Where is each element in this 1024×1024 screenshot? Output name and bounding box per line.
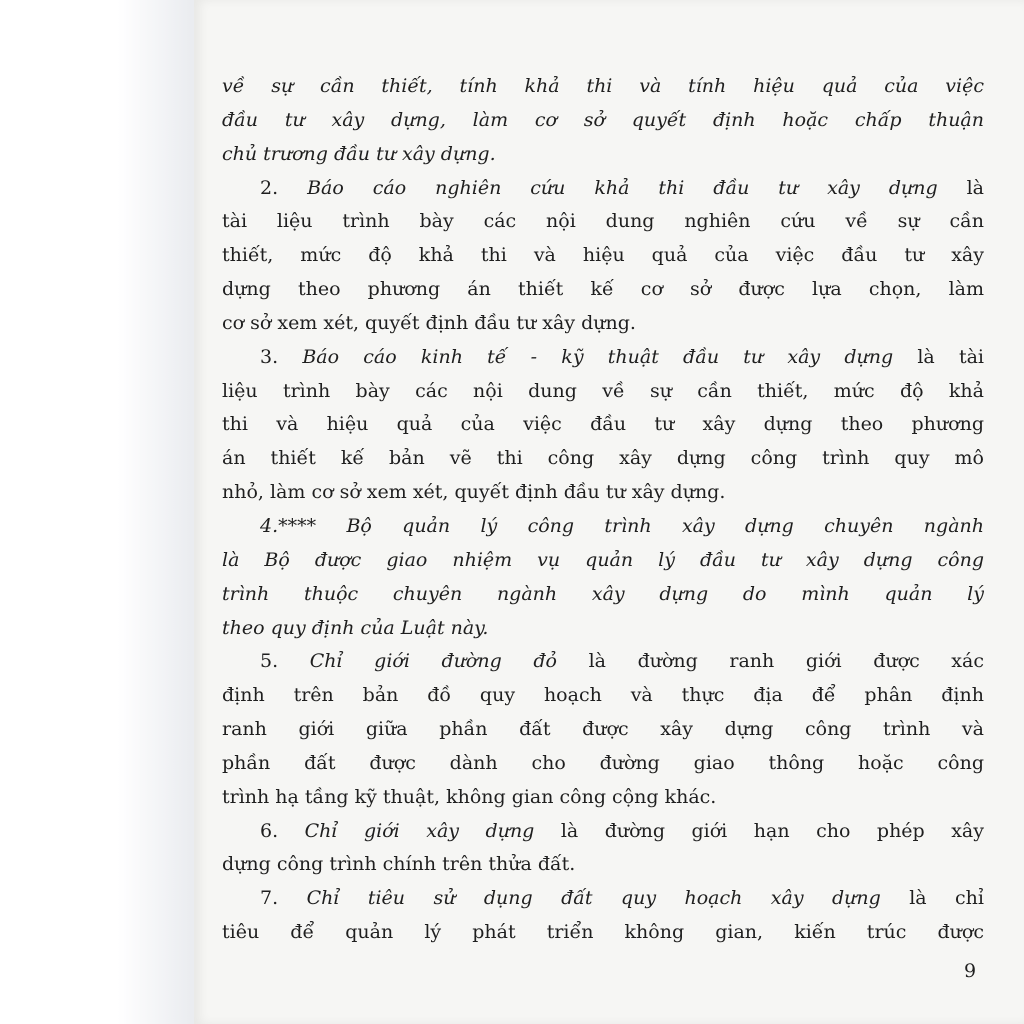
regular-text: là đường ranh giới được xác [556, 650, 984, 673]
regular-text: là [937, 176, 984, 199]
italic-text: Chỉ giới xây dựng [304, 819, 535, 842]
regular-text: dựng theo phương án thiết kế cơ sở được lựa chọn, làm [222, 278, 984, 301]
regular-text: là tài [893, 345, 984, 368]
text-line [222, 848, 984, 882]
italic-text: Báo cáo kinh tế - kỹ thuật đầu tư xây dựng [302, 345, 894, 368]
text-line [222, 476, 984, 510]
text-line [222, 679, 984, 713]
text-line [222, 916, 984, 950]
text-line [222, 510, 984, 544]
body-text [222, 70, 984, 950]
italic-text: đầu tư xây dựng, làm cơ sở quyết định hoặc chấp thuận [222, 108, 984, 131]
regular-text: định trên bản đồ quy hoạch và thực địa để phân định [222, 684, 984, 707]
book-page [194, 0, 1024, 1024]
italic-text: là Bộ được giao nhiệm vụ quản lý đầu tư xây dựng công [222, 548, 984, 571]
italic-text: 4.**** Bộ quản lý công trình xây dựng chuyên ngành [260, 514, 984, 537]
regular-text: ranh giới giữa phần đất được xây dựng công trình và [222, 718, 984, 741]
italic-text: Báo cáo nghiên cứu khả thi đầu tư xây dựng [307, 176, 938, 199]
regular-text: tài liệu trình bày các nội dung nghiên cứu về sự cần [222, 210, 984, 233]
page-gutter [0, 0, 196, 1024]
regular-text: liệu trình bày các nội dung về sự cần thiết, mức độ khả [222, 379, 984, 402]
regular-text: trình hạ tầng kỹ thuật, không gian công cộng khác. [222, 785, 717, 808]
italic-text: theo quy định của Luật này. [222, 616, 489, 639]
text-line [222, 408, 984, 442]
text-line [222, 273, 984, 307]
regular-text: là đường giới hạn cho phép xây [534, 819, 984, 842]
italic-text: về sự cần thiết, tính khả thi và tính hiệu quả của việc [222, 75, 984, 97]
regular-text: 7. [260, 887, 307, 910]
italic-text: chủ trương đầu tư xây dựng. [222, 142, 496, 165]
text-line [222, 645, 984, 679]
regular-text: tiêu để quản lý phát triển không gian, kiến trúc được [222, 921, 984, 944]
text-line [222, 578, 984, 612]
text-line [222, 172, 984, 206]
regular-text: 3. [260, 345, 303, 368]
text-line [222, 341, 984, 375]
text-line [222, 882, 984, 916]
text-line [222, 70, 984, 104]
text-line [222, 612, 984, 646]
regular-text: nhỏ, làm cơ sở xem xét, quyết định đầu tư xây dựng. [222, 481, 726, 504]
regular-text: thi và hiệu quả của việc đầu tư xây dựng theo phương [222, 413, 984, 436]
regular-text: dựng công trình chính trên thửa đất. [222, 853, 576, 876]
regular-text: cơ sở xem xét, quyết định đầu tư xây dựng. [222, 311, 636, 334]
italic-text: Chỉ giới đường đỏ [309, 650, 557, 673]
text-line [222, 747, 984, 781]
regular-text: 6. [260, 819, 305, 842]
text-line [222, 239, 984, 273]
page-number: 9 [964, 960, 977, 982]
text-line [222, 104, 984, 138]
regular-text: là chỉ [880, 887, 984, 910]
regular-text: 2. [260, 176, 308, 199]
regular-text: thiết, mức độ khả thi và hiệu quả của việc đầu tư xây [222, 244, 984, 267]
text-line [222, 815, 984, 849]
text-line [222, 781, 984, 815]
italic-text: trình thuộc chuyên ngành xây dựng do mình quản lý [222, 582, 984, 605]
text-line [222, 205, 984, 239]
text-line [222, 375, 984, 409]
regular-text: 5. [260, 650, 310, 673]
regular-text: án thiết kế bản vẽ thi công xây dựng công trình quy mô [222, 447, 984, 470]
text-line [222, 713, 984, 747]
text-line [222, 138, 984, 172]
text-line [222, 442, 984, 476]
text-line [222, 544, 984, 578]
text-line [222, 307, 984, 341]
italic-text: Chỉ tiêu sử dụng đất quy hoạch xây dựng [306, 887, 881, 910]
regular-text: phần đất được dành cho đường giao thông hoặc công [222, 751, 984, 774]
